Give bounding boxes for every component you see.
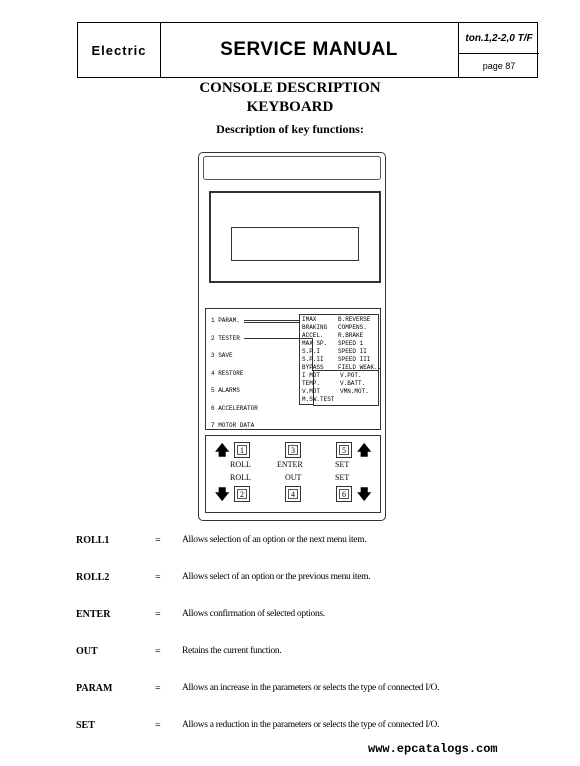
key-description: Allows an increase in the parameters or selects the type of connected I/O. — [182, 683, 440, 693]
set-top-label: SET — [335, 460, 350, 469]
description-row-out — [0, 646, 580, 666]
param-accel: ACCEL. — [302, 332, 324, 339]
tester-m-sw-test: M.SW.TEST — [302, 396, 335, 403]
menu-item-motor-data: 7 MOTOR DATA — [211, 422, 255, 429]
param-connector-line-2 — [244, 322, 299, 323]
param-key[interactable]: 6 — [336, 486, 352, 502]
description-row-roll2 — [0, 572, 580, 592]
key-name: PARAM — [76, 683, 113, 694]
param-submenu-box — [299, 314, 382, 371]
section-subtitle-keyboard: KEYBOARD — [246, 99, 334, 115]
roll-bottom-label: ROLL — [230, 473, 251, 482]
menu-item-accelerator: 6 ACCELERATOR — [211, 405, 258, 412]
param-sp-ii: S.P.II — [302, 356, 324, 363]
description-row-enter — [0, 609, 580, 629]
key-name: ENTER — [76, 609, 111, 620]
equals-sign: = — [155, 683, 161, 694]
keypad-panel — [205, 435, 381, 513]
key-description: Allows confirmation of selected options. — [182, 609, 325, 619]
key-description: Allows a reduction in the parameters or selects the type of connected I/O. — [182, 720, 440, 730]
param-r-brake: R.BRAKE — [338, 332, 364, 339]
param-compens: COMPENS. — [338, 324, 367, 331]
param-field-weak: FIELD WEAK.. — [338, 364, 382, 371]
equals-sign: = — [155, 720, 161, 731]
tester-box-left-border — [299, 370, 300, 405]
tester-vmn-mot: VMN.MOT. — [340, 388, 369, 395]
roll-top-label: ROLL — [230, 460, 251, 469]
menu-item-restore: 4 RESTORE — [211, 370, 244, 377]
brand-label: Electric — [78, 23, 161, 77]
roll2-key[interactable]: 2 — [234, 486, 250, 502]
tester-submenu-box — [302, 370, 379, 406]
key-name: ROLL2 — [76, 572, 110, 583]
display-frame — [209, 191, 381, 283]
key-name: SET — [76, 720, 95, 731]
set-bottom-label: SET — [335, 473, 350, 482]
param-connector-line — [244, 320, 299, 321]
equals-sign: = — [155, 572, 161, 583]
param-max-sp: MAX SP. — [302, 340, 328, 347]
section-title: CONSOLE DESCRIPTION — [199, 80, 381, 96]
set-key[interactable]: 5 — [336, 442, 352, 458]
equals-sign: = — [155, 535, 161, 546]
console-top-band — [203, 156, 381, 180]
description-row-set — [0, 720, 580, 740]
up-arrow-icon: 🡅 — [215, 443, 230, 459]
menu-panel — [205, 308, 381, 430]
tester-i-mot: I MOT — [302, 372, 321, 379]
console-illustration — [198, 152, 386, 521]
lcd-display — [231, 227, 359, 261]
model-label: ton.1,2-2,0 T/F — [459, 23, 539, 54]
param-speed-2: SPEED II — [338, 348, 367, 355]
param-bypass: BYPASS — [302, 364, 324, 371]
param-braking: BRAKING — [302, 324, 328, 331]
key-description: Allows selection of an option or the next menu item. — [182, 535, 367, 545]
enter-key[interactable]: 3 — [285, 442, 301, 458]
equals-sign: = — [155, 609, 161, 620]
param-b-reverse: B.REVERSE — [338, 316, 371, 323]
section-description-heading: Description of key functions: — [216, 122, 364, 136]
menu-item-tester: 2 TESTER — [211, 335, 240, 342]
enter-label: ENTER — [277, 460, 303, 469]
param-imax: IMAX — [302, 316, 317, 323]
key-description: Retains the current function. — [182, 646, 282, 656]
tester-v-pot: V.POT. — [340, 372, 362, 379]
key-name: ROLL1 — [76, 535, 110, 546]
menu-item-alarms: 5 ALARMS — [211, 387, 240, 394]
down-arrow-icon: 🡇 — [215, 487, 230, 503]
out-label: OUT — [285, 473, 302, 482]
menu-item-param: 1 PARAM. — [211, 317, 240, 324]
tester-v-batt: V.BATT. — [340, 380, 366, 387]
description-row-roll1 — [0, 535, 580, 555]
key-name: OUT — [76, 646, 98, 657]
param-sp-i: S.P.I — [302, 348, 321, 355]
header-table — [77, 22, 538, 78]
param-speed-1: SPEED 1 — [338, 340, 364, 347]
menu-item-save: 3 SAVE — [211, 352, 233, 359]
roll1-key[interactable]: 1 — [234, 442, 250, 458]
tester-box-bottom-border — [299, 404, 314, 405]
key-description: Allows select of an option or the previous menu item. — [182, 572, 371, 582]
equals-sign: = — [155, 646, 161, 657]
page-number: page 87 — [482, 61, 516, 71]
description-row-param — [0, 683, 580, 703]
param-speed-3: SPEED III — [338, 356, 371, 363]
up-arrow-icon-right: 🡅 — [357, 443, 372, 459]
footer-watermark: www.epcatalogs.com — [368, 742, 498, 756]
down-arrow-icon-right: 🡇 — [357, 487, 372, 503]
manual-title: SERVICE MANUAL — [160, 23, 459, 77]
out-key[interactable]: 4 — [285, 486, 301, 502]
tester-temp: TEMP. — [302, 380, 321, 387]
tester-v-mot: V.MOT — [302, 388, 321, 395]
